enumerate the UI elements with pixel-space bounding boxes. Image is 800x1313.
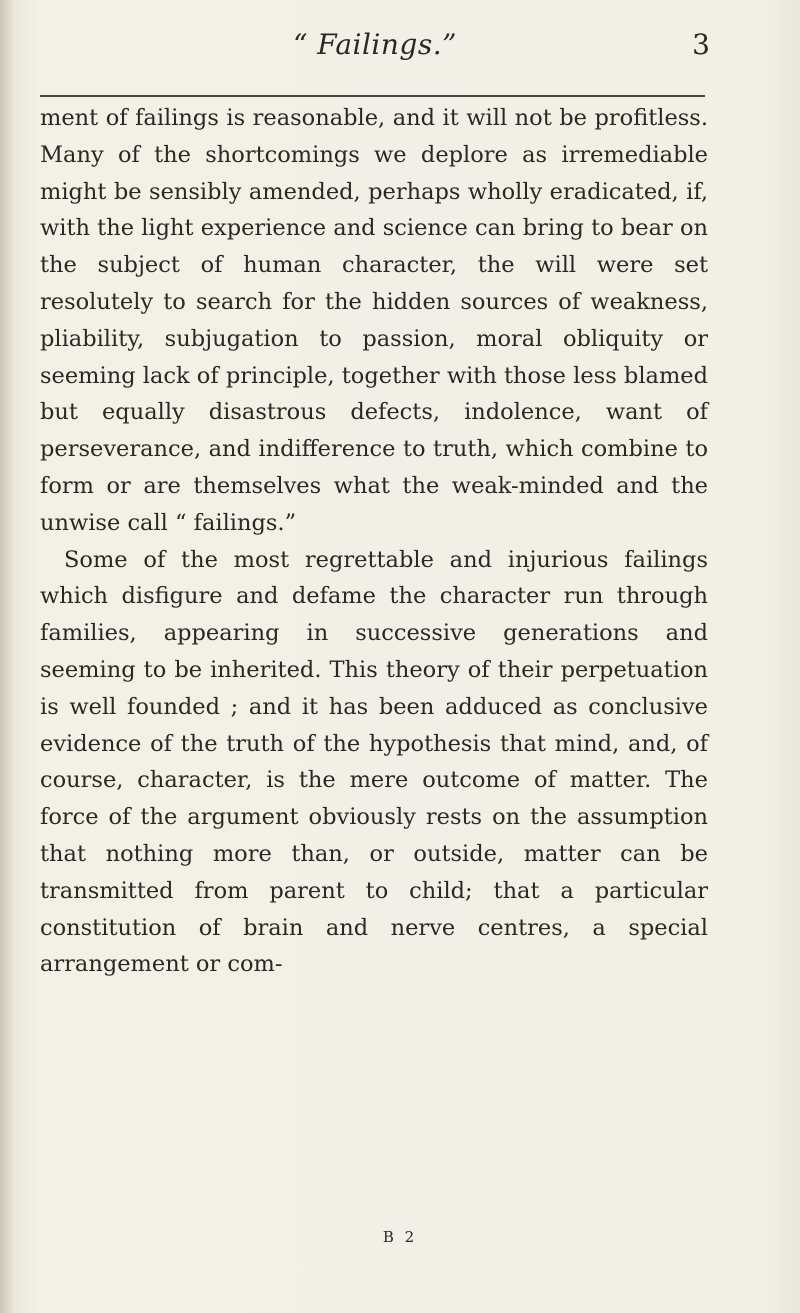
body-text: [40, 100, 708, 983]
header-rule: [40, 95, 705, 97]
signature-mark: B 2: [382, 1228, 418, 1246]
paragraph-1: ment of failings is reasonable, and it will not be profitless. Many of the shortcomings we deplore as irremediable might be sensibly amended, perhaps wholly eradicated, if, with the light experience and science can bring to bear on the subject of human character, the will were set resolutely to search for the hidden sources of weakness, pliability, subjugation to passion, moral obliquity or seeming lack of principle, together with those less blamed but equally disastrous defects, indolence, want of perseverance, and indifference to truth, which combine to form or are themselves what the weak-minded and the unwise call “ failings.”: [40, 105, 708, 536]
gutter-shadow: [0, 0, 14, 1313]
paragraph-2: Some of the most regrettable and injurious failings which disfigure and defame the character run through families, appearing in successive generations and seeming to be inherited. This theory of their perpetuation is well founded ; and it has been adduced as conclusive evidence of the truth of the hypothesis that mind, and, of course, character, is the mere outcome of matter. The force of the argument obviously rests on the assumption that nothing more than, or outside, matter can be transmitted from parent to child; that a particular constitution of brain and nerve centres, a special arrangement or com-: [40, 546, 708, 978]
page-number: 3: [692, 28, 710, 61]
running-title: “ Failings.”: [293, 28, 457, 61]
page-header: [40, 28, 710, 78]
